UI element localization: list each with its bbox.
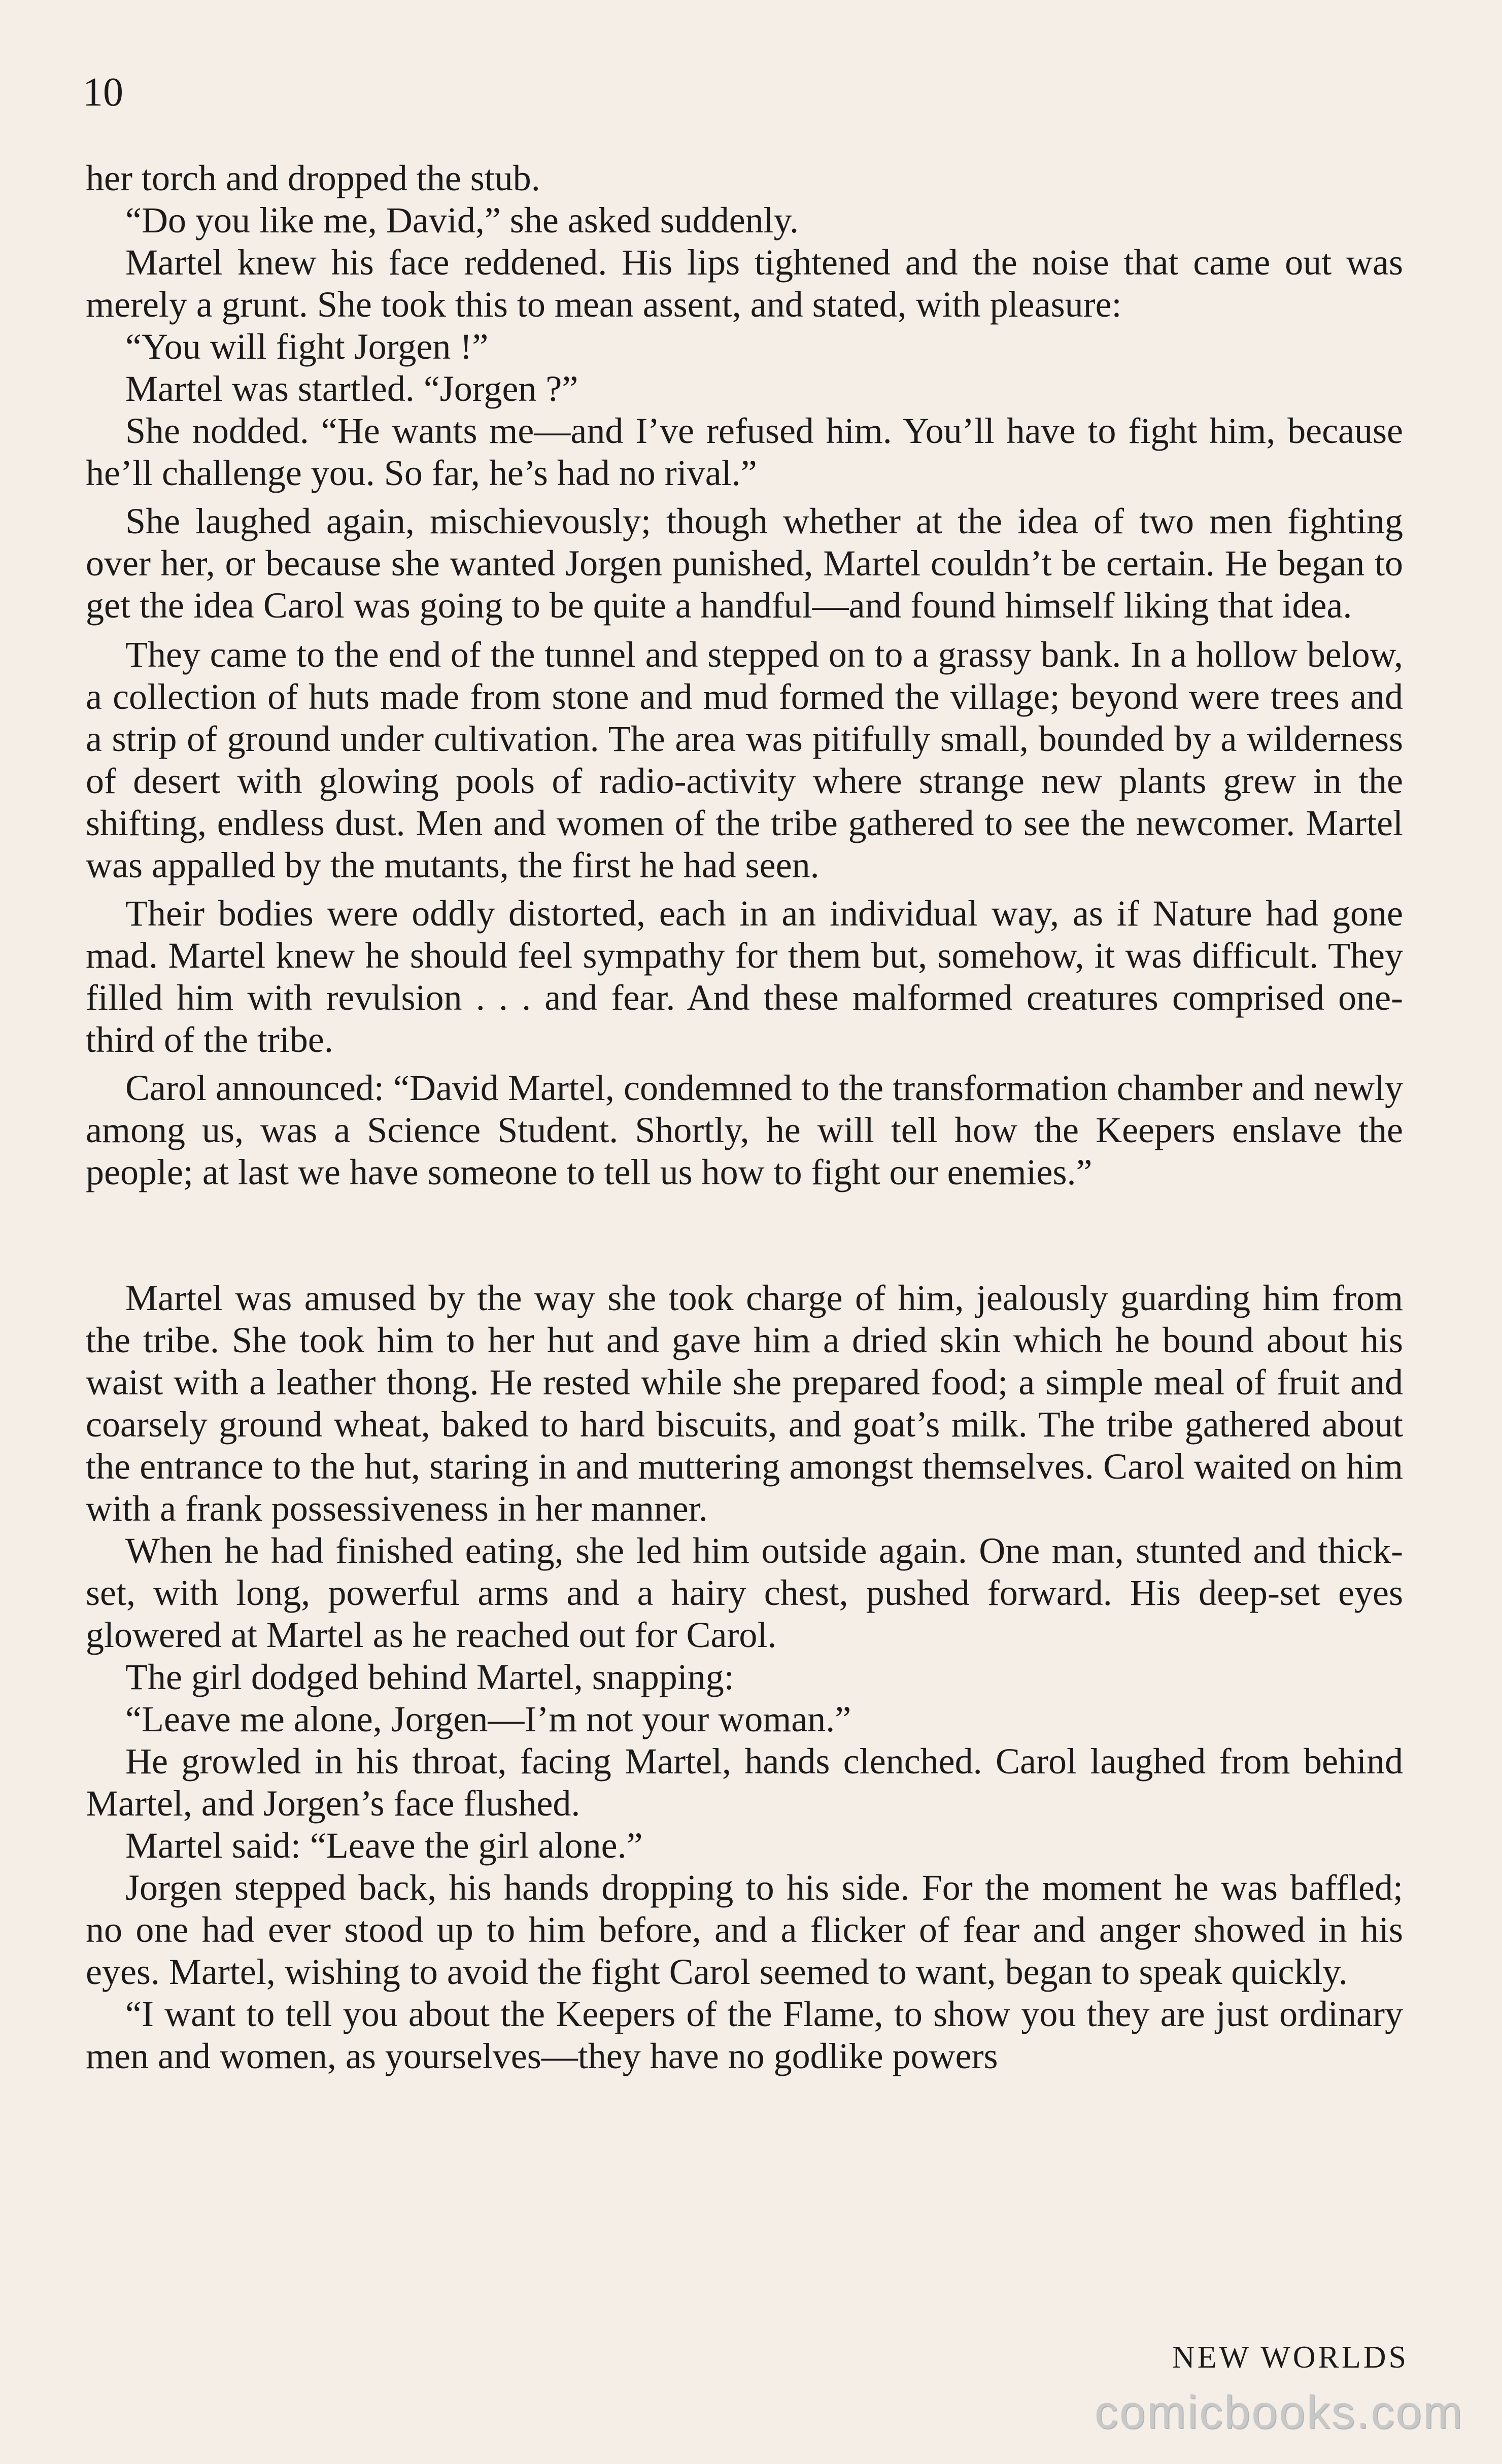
paragraph-12: When he had finished eating, she led him outside again. One man, stunted and thick-set, with long, powerful arms and a hairy chest, pushed forward. His deep-set eyes glowered at Martel as he reached out for Carol. — [86, 1530, 1403, 1655]
paragraph-11: Martel was amused by the way she took charge of him, jealously guarding him from the tribe. She took him to her hut and gave him a dried skin which he bound about his waist with a leather thong. He rested while she prepared food; a simple meal of fruit and coarsely ground wheat, baked to hard biscuits, and goat’s milk. The tribe gathered about the entrance to the hut, staring in and muttering amongst themselves. Carol waited on him with a frank possessiveness in her manner. — [86, 1278, 1403, 1529]
paragraph-18: “I want to tell you about the Keepers of the Flame, to show you they are just ordinary men and women, as yourselves—they have no godlike powers — [86, 1994, 1403, 2076]
page-number: 10 — [83, 70, 123, 115]
paragraph-9: Their bodies were oddly distorted, each in an individual way, as if Nature had gone mad. Martel knew he should feel sympathy for them but, somehow, it was difficult. They filled him with revulsion . . . and fear. And these malformed creatures comprised one-third of the tribe. — [86, 893, 1403, 1060]
paragraph-6: She nodded. “He wants me—and I’ve refused him. You’ll have to fight him, because he’ll challenge you. So far, he’s had no rival.” — [86, 410, 1403, 493]
paragraph-1: her torch and dropped the stub. — [86, 158, 540, 198]
paragraph-5: Martel was startled. “Jorgen ?” — [125, 368, 578, 409]
paragraph-7: She laughed again, mischievously; though whether at the idea of two men fighting over her, or because she wanted Jorgen punished, Martel couldn’t be certain. He began to get the idea Carol was going to be quite a handful—and found himself liking that idea. — [86, 501, 1403, 626]
paragraph-4: “You will fight Jorgen !” — [125, 326, 489, 367]
paragraph-15: He growled in his throat, facing Martel, hands clenched. Carol laughed from behind Martel, and Jorgen’s face flushed. — [86, 1741, 1403, 1824]
paragraph-13: The girl dodged behind Martel, snapping: — [125, 1657, 734, 1697]
story-text — [86, 157, 1403, 2077]
paragraph-14: “Leave me alone, Jorgen—I’m not your woman.” — [125, 1699, 851, 1739]
paragraph-16: Martel said: “Leave the girl alone.” — [125, 1825, 643, 1866]
paragraph-10: Carol announced: “David Martel, condemned to the transformation chamber and newly among us, was a Science Student. Shortly, he will tell how the Keepers enslave the people; at last we have someone to tell us how to fight our enemies.” — [86, 1068, 1403, 1192]
paragraph-17: Jorgen stepped back, his hands dropping to his side. For the moment he was baffled; no one had ever stood up to him before, and a flicker of fear and anger showed in his eyes. Martel, wishing to avoid the fight Carol seemed to want, began to speak quickly. — [86, 1867, 1403, 1992]
publication-footer: NEW WORLDS — [1172, 2340, 1409, 2375]
watermark-text: comicbooks.com — [1094, 2386, 1463, 2438]
paragraph-8: They came to the end of the tunnel and stepped on to a grassy bank. In a hollow below, a collection of huts made from stone and mud formed the village; beyond were trees and a strip of ground under cultivation. The area was pitifully small, bounded by a wilderness of desert with glowing pools of radio-activity where strange new plants grew in the shifting, endless dust. Men and women of the tribe gathered to see the newcomer. Martel was appalled by the mutants, the first he had seen. — [86, 634, 1403, 885]
paragraph-3: Martel knew his face reddened. His lips tightened and the noise that came out was merely a grunt. She took this to mean assent, and stated, with pleasure: — [86, 242, 1403, 325]
paragraph-2: “Do you like me, David,” she asked suddenly. — [125, 200, 799, 241]
